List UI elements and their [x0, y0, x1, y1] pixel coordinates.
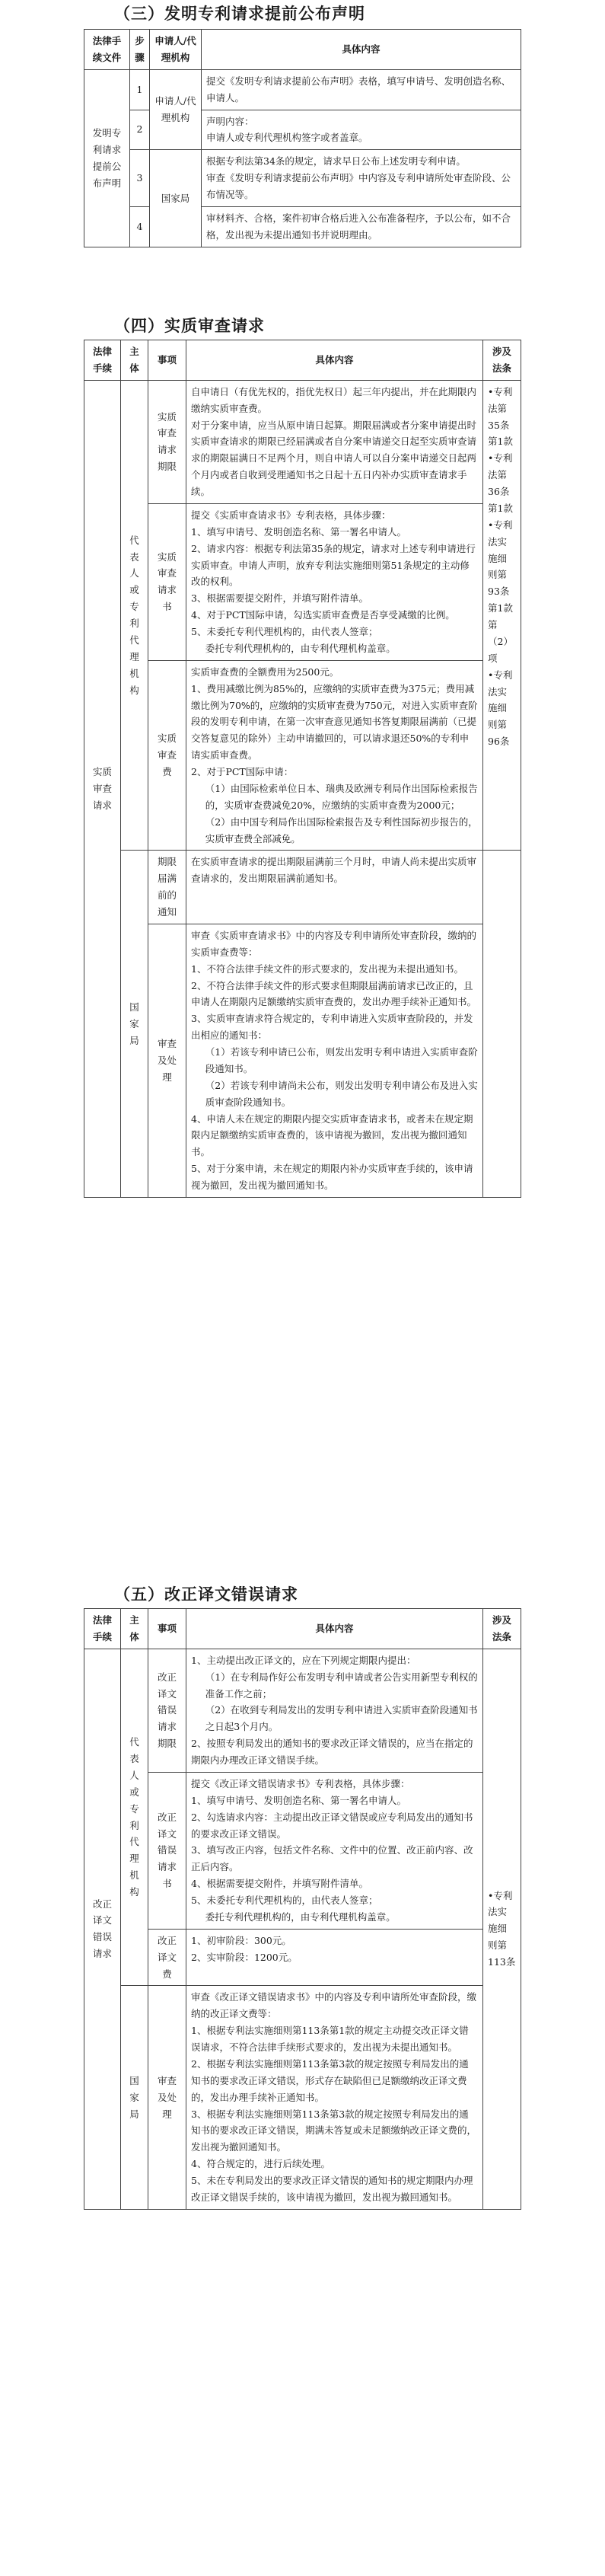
header-cell: 步骤 [130, 30, 150, 70]
table-row [84, 1649, 521, 1772]
header-cell: 具体内容 [186, 340, 483, 381]
table-row [84, 1929, 521, 1986]
item-name: 改正译文错误请求书 [148, 1772, 186, 1929]
section-3-title: （三）发明专利请求提前公布声明 [114, 4, 365, 23]
actor-cell: 代表人或专利代理机构 [121, 380, 148, 851]
step-number: 3 [130, 150, 150, 207]
actor-cell: 申请人/代理机构 [150, 69, 202, 150]
table-row [84, 503, 521, 660]
content-cell: 提交《改正译文错误请求书》专利表格，具体步骤： 1、填写申请号、发明创造名称、第一署名申请人。 2、勾选请求内容：主动提出改正译文错误或应专利局发出的通知书的要求改正译文错误。 3、填写改正内容，包括文件名称、文件中的位置、改正前内容、改正后内容。 4、根据需要提交附件，并填写附件清单。 5、未委托专利代理机构的，由代表人签章； 委托专利代理机构的，由专利代理机构盖章。 [186, 1772, 483, 1929]
item-name: 实质审查请求书 [148, 503, 186, 660]
actor-cell: 国家局 [121, 1986, 148, 2209]
step-number: 4 [130, 206, 150, 247]
header-cell: 事项 [148, 1609, 186, 1649]
content-cell: 审材料齐、合格，案件初审合格后进入公布准备程序，予以公布，如不合格，发出视为未提出通知书并说明理由。 [202, 206, 521, 247]
content-cell: 1、初审阶段：300元。 2、实审阶段：1200元。 [186, 1929, 483, 1986]
content-cell: 审查《实质审查请求书》中的内容及专利申请所处审查阶段，缴纳的实质审查费等： 1、不符合法律手续文件的形式要求的，发出视为未提出通知书。 2、不符合法律手续文件的形式要求但期限届满前请求已改正的，且申请人在期限内足额缴纳实质审查费的，发出办理手续补正通知书。 3、实质审查请求符合规定的，专利申请进入实质审查阶段的，并发出相应的通知书： （1）若该专利申请已公布，则发出发明专利申请进入实质审查阶段通知书。 （2）若该专利申请尚未公布，则发出发明专利申请公布及进入实质审查阶段通知书。 4、申请人未在规定的期限内提交实质审查请求书，或者未在规定期限内足额缴纳实质审查费的，该申请视为撤回，发出视为撤回通知书。 5、对于分案申请，未在规定的期限内补办实质审查手续的，该申请视为撤回，发出视为撤回通知书。 [186, 924, 483, 1197]
section-3-table [84, 29, 521, 247]
table-row [84, 1772, 521, 1929]
table-row [84, 1986, 521, 2209]
section-5-title: （五）改正译文错误请求 [114, 1585, 298, 1604]
section-4-table [84, 340, 521, 1198]
table-row [84, 660, 521, 851]
law-cell-empty [483, 851, 521, 1198]
header-cell: 法律手续 [84, 1609, 121, 1649]
actor-cell: 国家局 [150, 150, 202, 247]
item-name: 审查及处理 [148, 1986, 186, 2209]
table-row [84, 380, 521, 503]
header-cell: 具体内容 [186, 1609, 483, 1649]
step-number: 1 [130, 69, 150, 110]
table-header-row [84, 1609, 521, 1649]
content-cell: 提交《发明专利请求提前公布声明》表格，填写申请号、发明创造名称、申请人。 [202, 69, 521, 110]
header-cell: 法律手续 [84, 340, 121, 381]
content-cell: 自申请日（有优先权的，指优先权日）起三年内提出，并在此期限内缴纳实质审查费。 对于分案申请，应当从原申请日起算。期限届满或者分案申请提出时实质审查请求的期限已经届满或者自分案申请递交日起至实质审查请求的期限届满日不足两个月，则自申请人可以自分案申请递交日起两个月内或者自收到受理通知书之日起十五日内补办实质审查请求手续。 [186, 380, 483, 503]
content-cell: 根据专利法第34条的规定，请求早日公布上述发明专利申请。 审查《发明专利请求提前公布声明》中内容及专利申请所处审查阶段、公布情况等。 [202, 150, 521, 207]
section-5-table [84, 1608, 521, 2210]
header-cell: 申请人/代理机构 [150, 30, 202, 70]
law-cell: •专利法实施细则第113条 [483, 1649, 521, 2209]
table-header-row [84, 30, 521, 70]
content-cell: 提交《实质审查请求书》专利表格，具体步骤： 1、填写申请号、发明创造名称、第一署名申请人。 2、请求内容：根据专利法第35条的规定，请求对上述专利申请进行实质审查。申请人声明，放弃专利法实施细则第51条规定的主动修改的权利。 3、根据需要提交附件，并填写附件清单。 4、对于PCT国际申请，勾选实质审查费是否享受减缴的比例。 5、未委托专利代理机构的，由代表人签章； 委托专利代理机构的，由专利代理机构盖章。 [186, 503, 483, 660]
header-cell: 事项 [148, 340, 186, 381]
table-header-row [84, 340, 521, 381]
content-cell: 在实质审查请求的提出期限届满前三个月时，申请人尚未提出实质审查请求的，发出期限届满前通知书。 [186, 851, 483, 924]
actor-cell: 国家局 [121, 851, 148, 1198]
step-number: 2 [130, 110, 150, 150]
table-row [84, 851, 521, 924]
header-cell: 主体 [121, 1609, 148, 1649]
content-cell: 审查《改正译文错误请求书》中的内容及专利申请所处审查阶段，缴纳的改正译文费等： 1、根据专利法实施细则第113条第1款的规定主动提交改正译文错误请求，不符合法律手续形式要求的，发出视为未提出通知书。 2、根据专利法实施细则第113条第3款的规定按照专利局发出的通知书的要求改正译文错误，形式存在缺陷但已足额缴纳改正译文费的，发出办理手续补正通知书。 3、根据专利法实施细则第113条第3款的规定按照专利局发出的通知书的要求改正译文错误，期满未答复或未足额缴纳改正译文费的，发出视为撤回通知书。 4、符合规定的，进行后续处理。 5、未在专利局发出的要求改正译文错误的通知书的规定期限内办理改正译文错误手续的，该申请视为撤回，发出视为撤回通知书。 [186, 1986, 483, 2209]
procedure-cell: 发明专利请求提前公布声明 [84, 69, 130, 247]
header-cell: 涉及法条 [483, 1609, 521, 1649]
procedure-cell: 实质审查请求 [84, 380, 121, 1197]
actor-cell: 代表人或专利代理机构 [121, 1649, 148, 1986]
item-name: 改正译文费 [148, 1929, 186, 1986]
item-name: 实质审查费 [148, 660, 186, 851]
table-row [84, 69, 521, 110]
header-cell: 主体 [121, 340, 148, 381]
header-cell: 涉及法条 [483, 340, 521, 381]
content-cell: 声明内容： 申请人或专利代理机构签字或者盖章。 [202, 110, 521, 150]
procedure-cell: 改正译文错误请求 [84, 1649, 121, 2209]
item-name: 审查及处理 [148, 924, 186, 1197]
table-row [84, 924, 521, 1197]
law-cell: •专利法第35条第1款 •专利法第36条第1款 •专利法实施细则第93条第1款第（2）项 •专利法实施细则第96条 [483, 380, 521, 851]
item-name: 期限届满前的通知 [148, 851, 186, 924]
content-cell: 1、主动提出改正译文的，应在下列规定期限内提出： （1）在专利局作好公布发明专利申请或者公告实用新型专利权的准备工作之前； （2）在收到专利局发出的发明专利申请进入实质审查阶段通知书之日起3个月内。 2、按照专利局发出的通知书的要求改正译文错误的，应当在指定的期限内办理改正译文错误手续。 [186, 1649, 483, 1772]
item-name: 改正译文错误请求期限 [148, 1649, 186, 1772]
item-name: 实质审查请求期限 [148, 380, 186, 503]
header-cell: 具体内容 [202, 30, 521, 70]
section-4-title: （四）实质审查请求 [114, 316, 265, 335]
header-cell: 法律手续文件 [84, 30, 130, 70]
table-row [84, 150, 521, 207]
content-cell: 实质审查费的全额费用为2500元。 1、费用减缴比例为85%的，应缴纳的实质审查费为375元；费用减缴比例为70%的，应缴纳的实质审查费为750元，对进入实质审查阶段的发明专利申请，在第一次审查意见通知书答复期限届满前（已提交答复意见的除外）主动申请撤回的，可以请求退还50%的专利申请实质审查费。 2、对于PCT国际申请： （1）由国际检索单位日本、瑞典及欧洲专利局作出国际检索报告的，实质审查费减免20%，应缴纳的实质审查费为2000元； （2）由中国专利局作出国际检索报告及专利性国际初步报告的，实质审查费全部减免。 [186, 660, 483, 851]
